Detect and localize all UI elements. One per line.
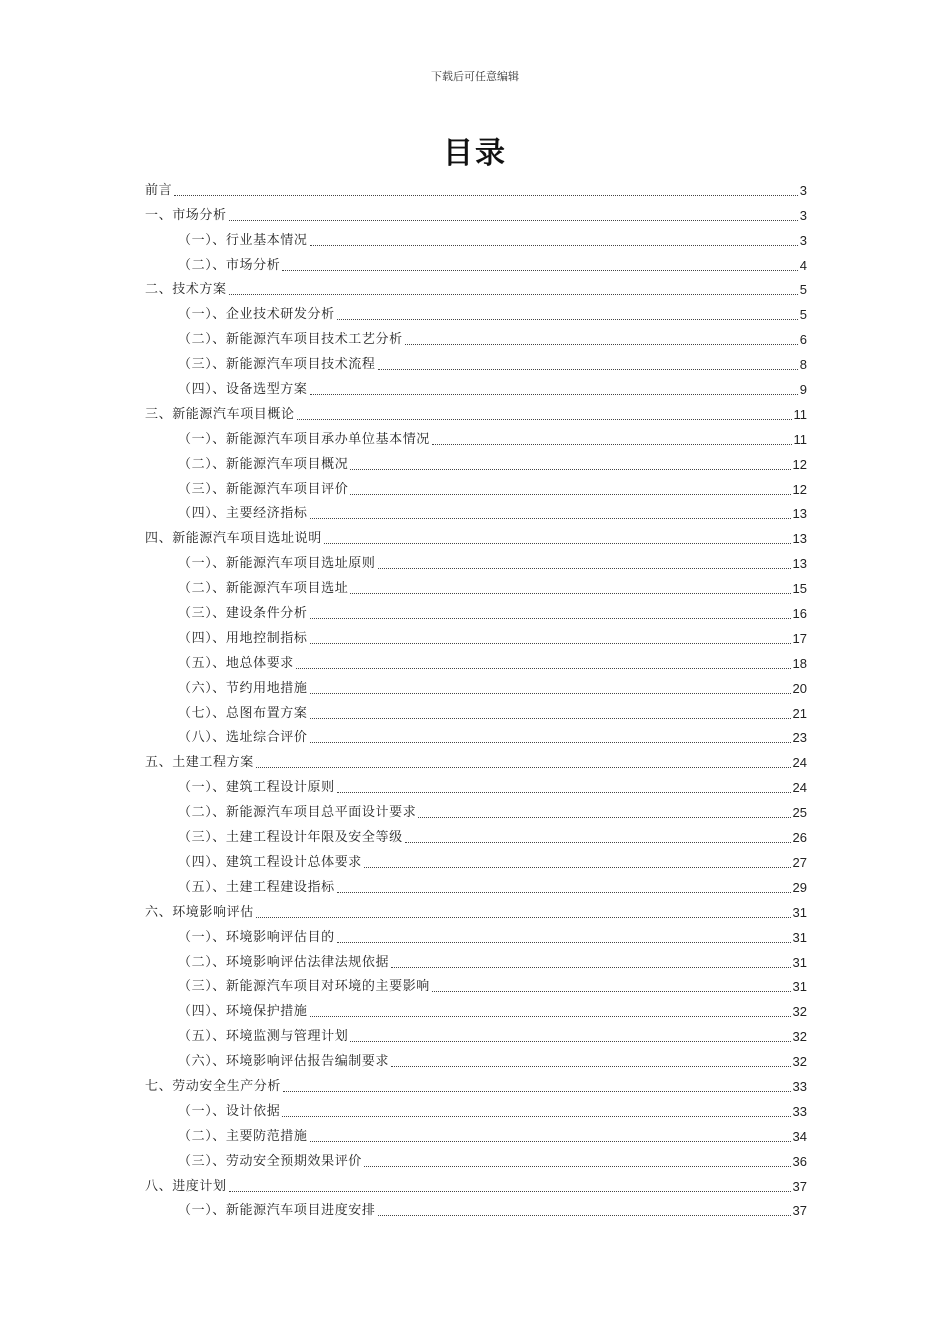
toc-entry[interactable]: [145, 923, 807, 948]
toc-entry-label: 前言: [145, 182, 173, 198]
dot-leader: [283, 1090, 791, 1092]
dot-leader: [391, 1065, 790, 1067]
toc-entry-page: 31: [792, 904, 807, 920]
toc-entry[interactable]: [145, 350, 807, 375]
toc-entry[interactable]: [145, 176, 807, 201]
toc-entry[interactable]: [145, 475, 807, 500]
toc-entry-page: 33: [792, 1078, 807, 1094]
toc-entry-page: 12: [792, 456, 807, 472]
dot-leader: [297, 418, 792, 420]
dot-leader: [296, 667, 791, 669]
toc-entry-page: 13: [792, 531, 807, 547]
toc-entry[interactable]: [145, 450, 807, 475]
table-of-contents: [145, 176, 807, 1221]
dot-leader: [364, 866, 791, 868]
toc-entry-label: 一、市场分析: [145, 207, 227, 223]
toc-entry-page: 37: [792, 1178, 807, 1194]
toc-entry-label: 八、进度计划: [145, 1178, 227, 1194]
toc-entry[interactable]: [145, 500, 807, 525]
toc-entry[interactable]: [145, 873, 807, 898]
toc-entry-page: 13: [792, 556, 807, 572]
toc-entry-label: （四）、用地控制指标: [178, 630, 308, 646]
dot-leader: [282, 269, 797, 271]
toc-entry-page: 6: [799, 332, 807, 348]
toc-entry-page: 32: [792, 1004, 807, 1020]
dot-leader: [350, 468, 790, 470]
toc-entry[interactable]: [145, 325, 807, 350]
toc-entry-label: 四、新能源汽车项目选址说明: [145, 531, 322, 547]
toc-entry[interactable]: [145, 1122, 807, 1147]
toc-entry-label: （一）、新能源汽车项目承办单位基本情况: [178, 431, 430, 447]
toc-entry[interactable]: [145, 699, 807, 724]
toc-entry[interactable]: [145, 1097, 807, 1122]
dot-leader: [337, 941, 791, 943]
toc-entry-label: （六）、节约用地措施: [178, 680, 308, 696]
toc-entry-label: （一）、环境影响评估目的: [178, 929, 335, 945]
dot-leader: [310, 717, 791, 719]
dot-leader: [405, 343, 798, 345]
toc-entry-label: （三）、新能源汽车项目技术流程: [178, 357, 376, 373]
toc-entry[interactable]: [145, 748, 807, 773]
toc-entry-label: （五）、地总体要求: [178, 655, 294, 671]
toc-entry-label: （六）、环境影响评估报告编制要求: [178, 1054, 390, 1070]
toc-entry-label: （一）、新能源汽车项目进度安排: [178, 1203, 376, 1219]
toc-entry[interactable]: [145, 823, 807, 848]
toc-entry-page: 24: [792, 780, 807, 796]
dot-leader: [418, 816, 790, 818]
toc-entry-label: （四）、主要经济指标: [178, 506, 308, 522]
toc-entry[interactable]: [145, 1147, 807, 1172]
toc-entry-label: （五）、环境监测与管理计划: [178, 1029, 349, 1045]
toc-entry-page: 18: [792, 655, 807, 671]
toc-entry-label: （一）、新能源汽车项目选址原则: [178, 556, 376, 572]
toc-entry-label: 二、技术方案: [145, 282, 227, 298]
toc-entry[interactable]: [145, 276, 807, 301]
dot-leader: [378, 368, 798, 370]
toc-entry[interactable]: [145, 1172, 807, 1197]
toc-entry[interactable]: [145, 300, 807, 325]
toc-entry-label: （四）、设备选型方案: [178, 382, 308, 398]
toc-entry-label: （四）、建筑工程设计总体要求: [178, 854, 362, 870]
dot-leader: [432, 443, 792, 445]
toc-entry-label: 五、土建工程方案: [145, 755, 254, 771]
toc-entry-page: 31: [792, 979, 807, 995]
toc-entry-page: 21: [792, 705, 807, 721]
toc-entry-page: 16: [792, 606, 807, 622]
dot-leader: [310, 244, 798, 246]
header-note: 下载后可任意编辑: [431, 70, 519, 83]
dot-leader: [364, 1165, 791, 1167]
toc-title: 目录: [443, 136, 507, 171]
toc-entry[interactable]: [145, 1072, 807, 1097]
dot-leader: [310, 393, 798, 395]
toc-entry-page: 17: [792, 630, 807, 646]
toc-entry-page: 12: [792, 481, 807, 497]
dot-leader: [310, 517, 791, 519]
toc-entry[interactable]: [145, 524, 807, 549]
toc-entry-label: （二）、新能源汽车项目总平面设计要求: [178, 805, 417, 821]
toc-entry-page: 27: [792, 854, 807, 870]
toc-entry-label: （三）、劳动安全预期效果评价: [178, 1153, 362, 1169]
toc-entry-page: 11: [793, 431, 807, 447]
toc-entry-label: （二）、市场分析: [178, 257, 281, 273]
dot-leader: [378, 567, 791, 569]
toc-entry-label: （七）、总图布置方案: [178, 705, 308, 721]
dot-leader: [324, 542, 791, 544]
toc-entry-label: （二）、新能源汽车项目选址: [178, 581, 349, 597]
toc-entry-label: （五）、土建工程建设指标: [178, 879, 335, 895]
toc-entry-page: 3: [799, 232, 807, 248]
toc-entry-page: 15: [792, 581, 807, 597]
dot-leader: [174, 194, 798, 196]
toc-entry-page: 8: [799, 357, 807, 373]
toc-entry-label: （三）、新能源汽车项目对环境的主要影响: [178, 979, 430, 995]
toc-entry[interactable]: [145, 1047, 807, 1072]
toc-entry-page: 24: [792, 755, 807, 771]
toc-entry[interactable]: [145, 201, 807, 226]
dot-leader: [229, 1190, 791, 1192]
toc-entry-page: 4: [799, 257, 807, 273]
toc-entry-page: 36: [792, 1153, 807, 1169]
toc-entry-label: （二）、新能源汽车项目技术工艺分析: [178, 332, 403, 348]
dot-leader: [310, 692, 791, 694]
dot-leader: [350, 592, 790, 594]
toc-entry[interactable]: [145, 226, 807, 251]
toc-entry-label: 三、新能源汽车项目概论: [145, 406, 295, 422]
toc-entry[interactable]: [145, 948, 807, 973]
toc-entry[interactable]: [145, 599, 807, 624]
toc-entry-page: 3: [799, 207, 807, 223]
toc-entry-page: 11: [793, 406, 807, 422]
dot-leader: [391, 966, 790, 968]
toc-entry-label: （二）、主要防范措施: [178, 1128, 308, 1144]
toc-entry[interactable]: [145, 848, 807, 873]
toc-entry-label: （八）、选址综合评价: [178, 730, 308, 746]
dot-leader: [310, 1140, 791, 1142]
toc-entry[interactable]: [145, 773, 807, 798]
dot-leader: [229, 219, 798, 221]
dot-leader: [256, 766, 791, 768]
toc-entry-page: 23: [792, 730, 807, 746]
dot-leader: [378, 1214, 791, 1216]
toc-entry-page: 13: [792, 506, 807, 522]
toc-entry[interactable]: [145, 624, 807, 649]
toc-entry-label: （一）、建筑工程设计原则: [178, 780, 335, 796]
toc-entry[interactable]: [145, 997, 807, 1022]
dot-leader: [350, 493, 790, 495]
toc-entry-label: （二）、环境影响评估法律法规依据: [178, 954, 390, 970]
toc-entry[interactable]: [145, 1022, 807, 1047]
toc-entry-label: （一）、行业基本情况: [178, 232, 308, 248]
toc-entry-page: 32: [792, 1029, 807, 1045]
toc-entry-label: （三）、新能源汽车项目评价: [178, 481, 349, 497]
toc-entry-page: 9: [799, 382, 807, 398]
dot-leader: [337, 318, 798, 320]
toc-entry-page: 33: [792, 1103, 807, 1119]
toc-entry[interactable]: [145, 1197, 807, 1222]
dot-leader: [310, 617, 791, 619]
toc-entry-page: 5: [799, 282, 807, 298]
dot-leader: [350, 1040, 790, 1042]
toc-entry-label: （二）、新能源汽车项目概况: [178, 456, 349, 472]
toc-entry-page: 3: [799, 182, 807, 198]
toc-entry-page: 5: [799, 307, 807, 323]
toc-entry-label: （一）、企业技术研发分析: [178, 307, 335, 323]
dot-leader: [229, 293, 798, 295]
toc-entry[interactable]: [145, 425, 807, 450]
dot-leader: [337, 791, 791, 793]
toc-entry-label: （三）、建设条件分析: [178, 606, 308, 622]
toc-entry[interactable]: [145, 375, 807, 400]
toc-entry[interactable]: [145, 251, 807, 276]
toc-entry[interactable]: [145, 973, 807, 998]
toc-entry-label: 六、环境影响评估: [145, 904, 254, 920]
toc-entry-page: 37: [792, 1203, 807, 1219]
dot-leader: [310, 741, 791, 743]
toc-entry[interactable]: [145, 798, 807, 823]
toc-entry-label: （四）、环境保护措施: [178, 1004, 308, 1020]
toc-entry-page: 25: [792, 805, 807, 821]
toc-entry[interactable]: [145, 674, 807, 699]
toc-entry[interactable]: [145, 549, 807, 574]
dot-leader: [310, 1015, 791, 1017]
dot-leader: [282, 1115, 790, 1117]
toc-entry-page: 20: [792, 680, 807, 696]
dot-leader: [310, 642, 791, 644]
toc-entry[interactable]: [145, 400, 807, 425]
toc-entry[interactable]: [145, 898, 807, 923]
toc-entry-page: 31: [792, 929, 807, 945]
toc-entry-page: 32: [792, 1054, 807, 1070]
dot-leader: [405, 841, 791, 843]
dot-leader: [256, 916, 791, 918]
dot-leader: [432, 990, 791, 992]
toc-entry-page: 34: [792, 1128, 807, 1144]
toc-entry-label: （三）、土建工程设计年限及安全等级: [178, 830, 403, 846]
toc-entry-page: 26: [792, 830, 807, 846]
dot-leader: [337, 891, 791, 893]
toc-entry-label: （一）、设计依据: [178, 1103, 281, 1119]
toc-entry[interactable]: [145, 649, 807, 674]
toc-entry-label: 七、劳动安全生产分析: [145, 1078, 282, 1094]
toc-entry-page: 31: [792, 954, 807, 970]
toc-entry[interactable]: [145, 724, 807, 749]
toc-entry[interactable]: [145, 574, 807, 599]
toc-entry-page: 29: [792, 879, 807, 895]
